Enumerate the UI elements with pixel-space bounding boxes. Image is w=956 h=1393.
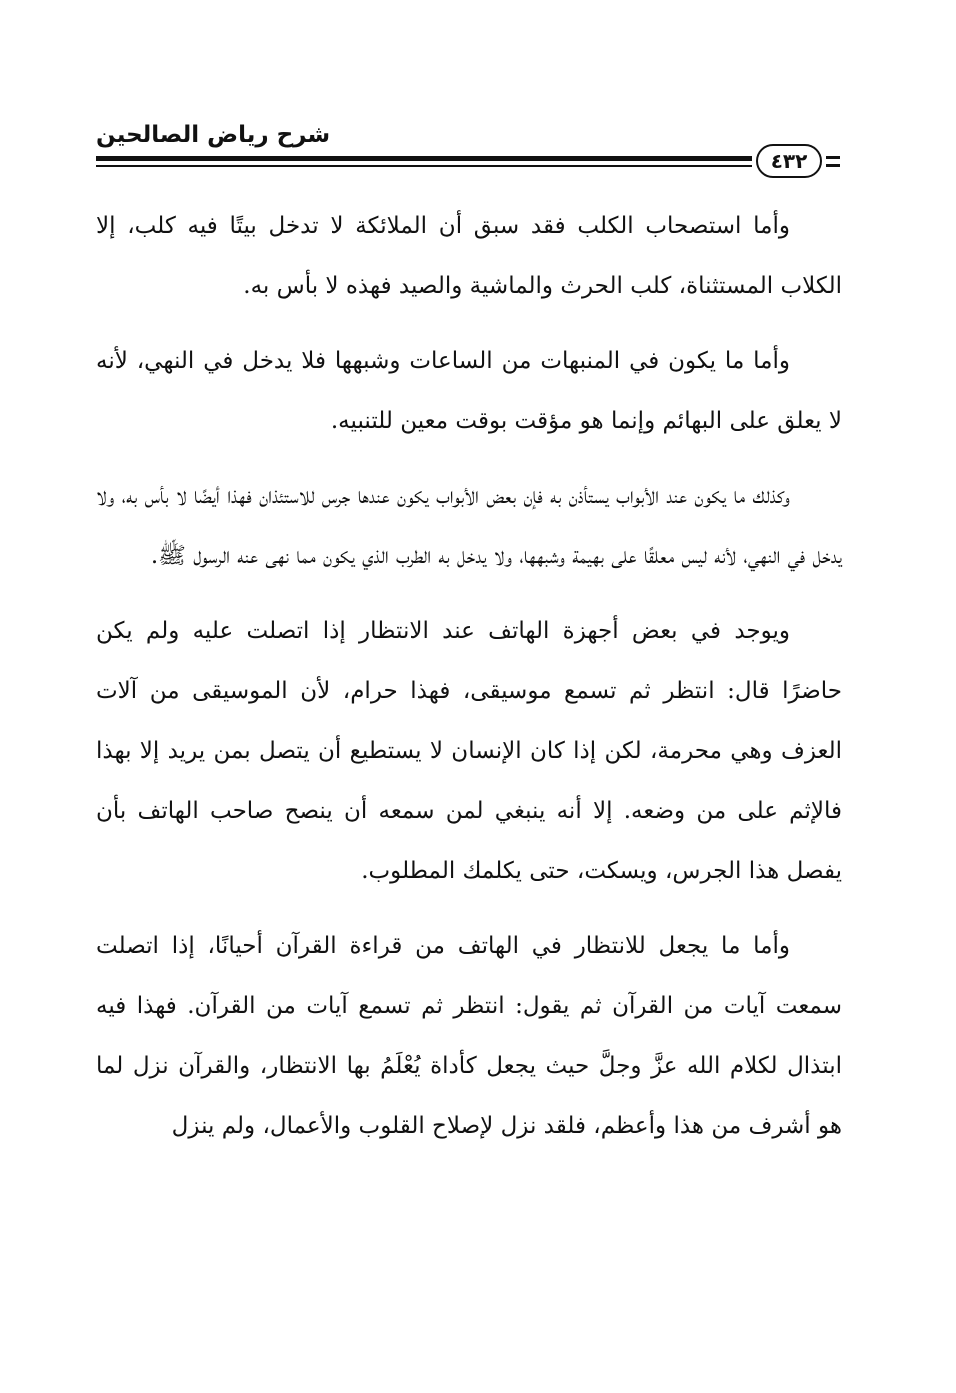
paragraph: وأما ما يكون في المنبهات من الساعات وشبهها فلا يدخل في النهي، لأنه لا يعلق على البهائم وإنما هو مؤقت بوقت معين للتنبيه. [96, 348, 842, 434]
paragraph: ويوجد في بعض أجهزة الهاتف عند الانتظار إذا اتصلت عليه ولم يكن حاضرًا قال: انتظر ثم تسمع موسيقى، فهذا حرام، لأن الموسيقى من آلات العزف وهي محرمة، لكن إذا كان الإنسان لا يستطيع أن يتصل بمن يريد إلا بهذا فالإثم على من وضعه. إلا أنه ينبغي لمن سمعه أن ينصح صاحب الهاتف بأن يفصل هذا الجرس، ويسكت، حتى يكلمك المطلوب. [96, 618, 842, 884]
paragraph: وأما استصحاب الكلب فقد سبق أن الملائكة لا تدخل بيتًا فيه كلب، إلا الكلاب المستثناة، كلب الحرث والماشية والصيد فهذه لا بأس به. [96, 213, 842, 299]
paragraph: وأما ما يجعل للانتظار في الهاتف من قراءة القرآن أحيانًا، إذا اتصلت سمعت آيات من القرآن ثم يقول: انتظر ثم تسمع آيات من القرآن. فهذا فيه ابتذال لكلام الله عزَّ وجلَّ حيث يجعل كأداة يُعْلَمُ بها الانتظار، والقرآن نزل لما هو أشرف من هذا وأعظم، فلقد نزل لإصلاح القلوب والأعمال، ولم ينزل [96, 933, 842, 1139]
page-header [96, 118, 846, 188]
header-rule-thin [96, 165, 752, 167]
page-number: ٤٣٢ [756, 144, 822, 178]
paragraph: وكذلك ما يكون عند الأبواب يستأذن به فإن بعض الأبواب يكون عندها جرس للاستئذان فهذا أيضًا لا بأس به، ولا يدخل في النهي، لأنه ليس معلقًا على بهيمة وشبهها، ولا يدخل به الطرب الذي يكون مما نهى عنه الرسول ﷺ. [96, 483, 842, 569]
header-ornament-line [826, 156, 840, 159]
page-body [96, 196, 842, 1171]
header-rule-thick [96, 156, 752, 161]
header-ornament-line [826, 164, 840, 167]
book-title: شرح رياض الصالحين [96, 122, 331, 148]
